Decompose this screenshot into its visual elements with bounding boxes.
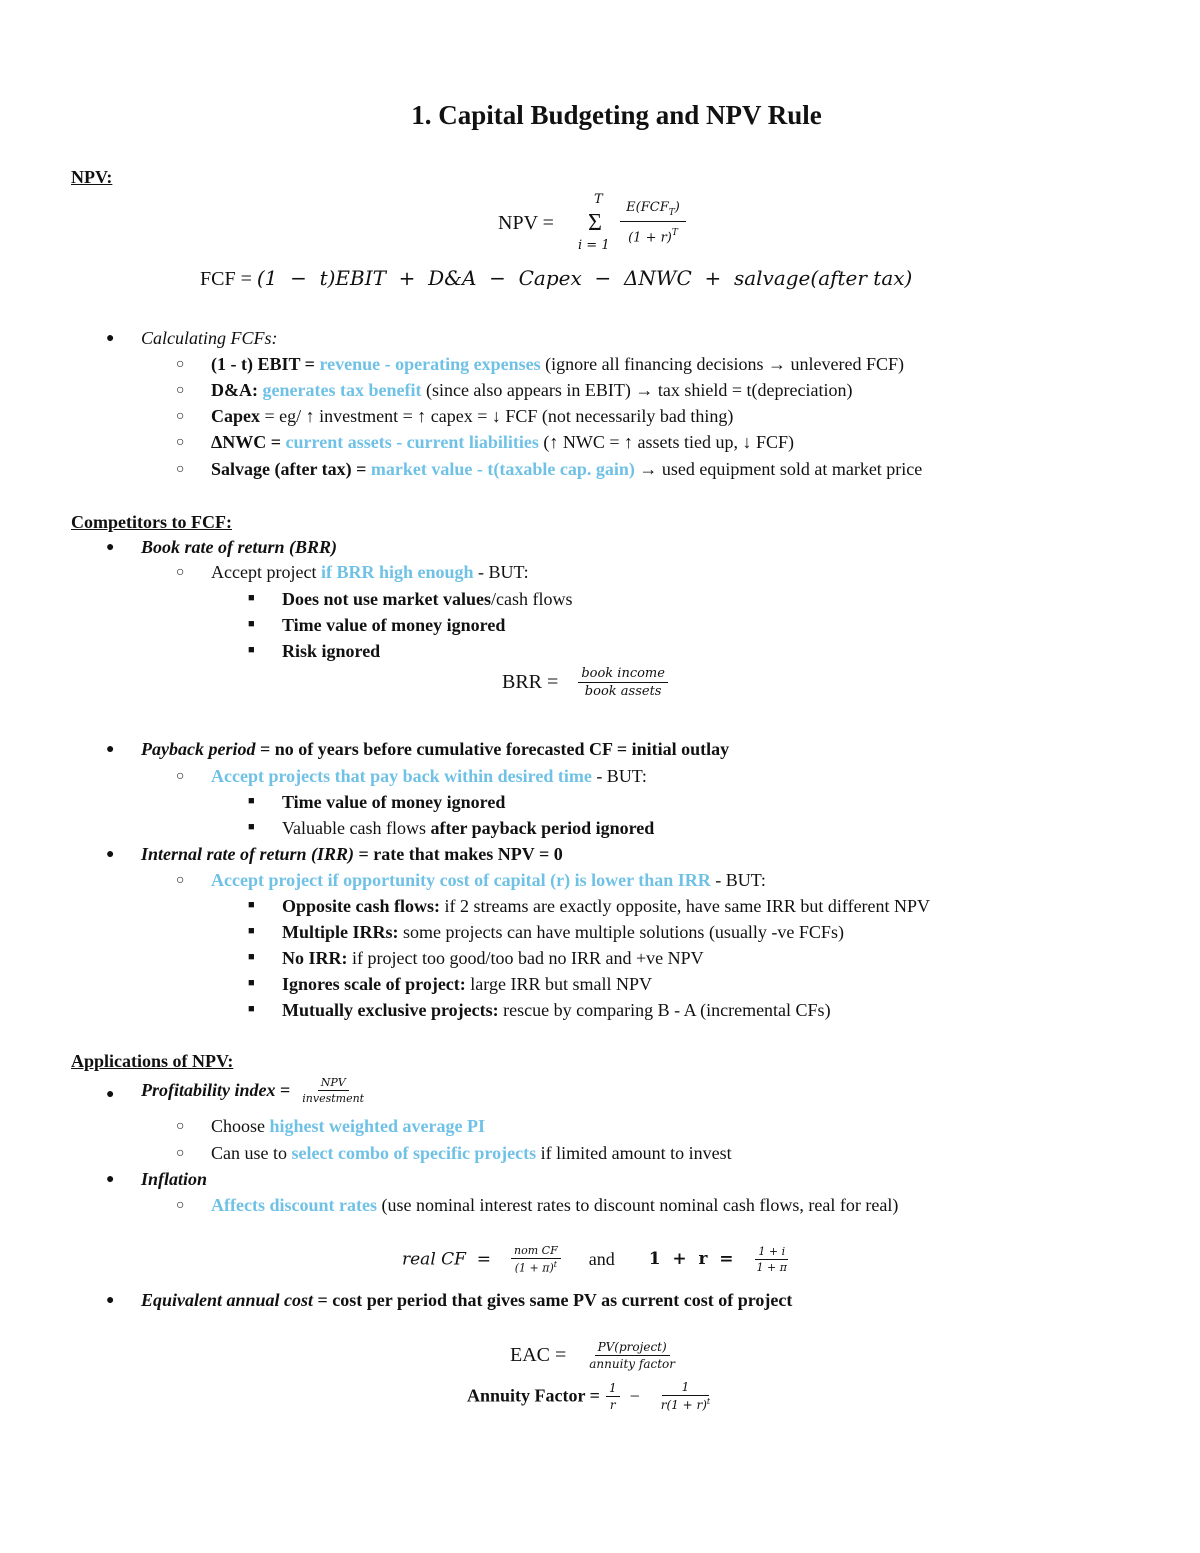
- bullet-icon: ●: [106, 540, 115, 555]
- circle-bullet-icon: ○: [176, 565, 185, 580]
- npv-denominator-text: (1 + r): [628, 230, 672, 246]
- and-text: and: [588, 1248, 615, 1269]
- fcf-formula-lhs: FCF =: [200, 268, 252, 290]
- af-term2-den: r(1 + r): [660, 1398, 707, 1412]
- inflation-sub-blue: Affects discount rates: [211, 1195, 377, 1215]
- payback-point-bold: after payback period ignored: [430, 818, 655, 838]
- irr-point: [282, 896, 930, 917]
- square-bullet-icon: ■: [248, 644, 255, 656]
- payback-label: Payback period: [141, 739, 256, 759]
- irr-rest: = rate that makes NPV = 0: [354, 844, 563, 864]
- af-minus: −: [629, 1385, 640, 1406]
- real-cf-den: (1 + π): [514, 1261, 554, 1275]
- brr-point-bold: Time value of money ignored: [282, 615, 506, 635]
- eac-label: Equivalent annual cost: [141, 1290, 314, 1310]
- bullet-icon: ●: [106, 1172, 115, 1187]
- pi-sub: [211, 1143, 732, 1164]
- circle-bullet-icon: ○: [176, 1146, 185, 1161]
- fcf-formula-rhs: (1 − t)EBIT + D&A − Capex − ΔNWC + salvage(after tax): [256, 266, 913, 290]
- npv-numerator: [620, 198, 686, 222]
- one-plus-r-lhs: 1 + r =: [648, 1249, 734, 1270]
- brr-fraction: [578, 666, 668, 699]
- calc-item: [211, 432, 794, 453]
- npv-numerator-sub: T: [668, 208, 675, 219]
- irr-point-bold: Ignores scale of project:: [282, 974, 466, 994]
- payback-point-prefix: Valuable cash flows: [282, 818, 431, 838]
- brr-point: [282, 641, 380, 662]
- irr-point: [282, 974, 652, 995]
- square-bullet-icon: ■: [248, 1003, 255, 1015]
- irr-point-bold: No IRR:: [282, 948, 348, 968]
- irr-point-rest: if 2 streams are exactly opposite, have same IRR but different NPV: [440, 896, 931, 916]
- inflation-sub-rest: (use nominal interest rates to discount nominal cash flows, real for real): [376, 1195, 899, 1215]
- brr-sub-blue: if BRR high enough: [320, 562, 474, 582]
- circle-bullet-icon: ○: [176, 435, 185, 450]
- circle-bullet-icon: ○: [176, 769, 185, 784]
- circle-bullet-icon: ○: [176, 1198, 185, 1213]
- irr-point-rest: if project too good/too bad no IRR and +ve NPV: [347, 948, 704, 968]
- square-bullet-icon: ■: [248, 592, 255, 604]
- eac-line: [141, 1290, 792, 1311]
- brr-point: [282, 615, 505, 636]
- circle-bullet-icon: ○: [176, 462, 185, 477]
- square-bullet-icon: ■: [248, 899, 255, 911]
- calc-fcf-label: Calculating FCFs:: [141, 328, 278, 348]
- fcf-formula: [200, 266, 912, 291]
- real-cf-lhs: real CF =: [402, 1249, 492, 1270]
- pi-sub-blue: highest weighted average PI: [269, 1116, 485, 1136]
- payback-line: [141, 739, 729, 760]
- calc-item-rest: → used equipment sold at market price: [634, 459, 923, 479]
- irr-point: [282, 1000, 831, 1021]
- eac-fraction-den: annuity factor: [589, 1357, 675, 1371]
- npv-heading: NPV:: [71, 167, 113, 187]
- brr-label: Book rate of return (BRR): [141, 537, 338, 557]
- circle-bullet-icon: ○: [176, 1119, 185, 1134]
- eac-formula-lhs: EAC =: [510, 1344, 567, 1366]
- circle-bullet-icon: ○: [176, 357, 185, 372]
- pi-fraction-num: NPV: [318, 1076, 349, 1091]
- brr-point: [282, 589, 572, 610]
- payback-point: [282, 792, 505, 813]
- inflation-formula: [402, 1244, 790, 1275]
- real-cf-num: nom CF: [511, 1244, 561, 1259]
- eac-fraction-num: PV(project): [595, 1340, 670, 1356]
- irr-label: Internal rate of return (IRR): [141, 844, 355, 864]
- square-bullet-icon: ■: [248, 821, 255, 833]
- pi-sub: [211, 1116, 485, 1137]
- calc-item-rest: (ignore all financing decisions → unlevered FCF): [540, 354, 905, 374]
- irr-point: [282, 922, 844, 943]
- npv-numerator-text: E(FCF: [626, 200, 669, 215]
- square-bullet-icon: ■: [248, 925, 255, 937]
- payback-sub-blue: Accept projects that pay back within desired time: [211, 766, 592, 786]
- brr-point-rest: /cash flows: [491, 589, 573, 609]
- one-plus-r-num: 1 + i: [755, 1245, 788, 1260]
- pi-line: [141, 1076, 367, 1105]
- inflation-label: Inflation: [141, 1169, 208, 1189]
- af-term2-sup: t: [706, 1397, 711, 1406]
- pi-sub-blue: select combo of specific projects: [291, 1143, 537, 1163]
- calc-item-label: D&A:: [211, 380, 263, 400]
- bullet-icon: ●: [106, 847, 115, 862]
- irr-sub: [211, 870, 766, 891]
- annuity-factor-lhs: Annuity Factor =: [467, 1385, 600, 1406]
- af-term1-den: r: [609, 1397, 616, 1412]
- calc-item: [211, 406, 733, 427]
- page-title: 1. Capital Budgeting and NPV Rule: [411, 100, 822, 130]
- af-term2-num: 1: [662, 1380, 710, 1396]
- calc-item: [211, 380, 852, 401]
- payback-sub: [211, 766, 647, 787]
- payback-point-bold: Time value of money ignored: [282, 792, 506, 812]
- square-bullet-icon: ■: [248, 795, 255, 807]
- calc-item-label: (1 - t) EBIT =: [211, 354, 320, 374]
- npv-denominator: [620, 228, 686, 246]
- inflation-sub: [211, 1195, 898, 1216]
- circle-bullet-icon: ○: [176, 409, 185, 424]
- square-bullet-icon: ■: [248, 951, 255, 963]
- competitors-heading: Competitors to FCF:: [71, 512, 232, 532]
- irr-sub-blue: Accept project if opportunity cost of capital (r) is lower than IRR: [211, 870, 711, 890]
- calc-item-rest: (↑ NWC = ↑ assets tied up, ↓ FCF): [538, 432, 794, 452]
- af-term1-num: 1: [606, 1381, 620, 1397]
- brr-formula-lhs: BRR =: [502, 671, 559, 693]
- calc-item-blue: market value - t(taxable cap. gain): [370, 459, 635, 479]
- npv-sum-top: T: [594, 192, 603, 207]
- pi-sub-rest: if limited amount to invest: [536, 1143, 732, 1163]
- brr-fraction-den: book assets: [584, 684, 662, 699]
- circle-bullet-icon: ○: [176, 383, 185, 398]
- square-bullet-icon: ■: [248, 977, 255, 989]
- npv-sum-sign: Σ: [588, 210, 602, 236]
- calc-item-rest: (since also appears in EBIT) → tax shield = t(depreciation): [421, 380, 853, 400]
- applications-heading: Applications of NPV:: [71, 1051, 234, 1071]
- payback-sub-rest: - BUT:: [591, 766, 647, 786]
- calc-item: [211, 459, 922, 480]
- pi-fraction: [299, 1076, 367, 1105]
- brr-sub: [211, 562, 529, 583]
- calc-item-label: Salvage (after tax) =: [211, 459, 371, 479]
- bullet-icon: ●: [106, 742, 115, 757]
- af-term1-fraction: [606, 1381, 620, 1412]
- eac-fraction: [586, 1340, 678, 1371]
- calc-item: [211, 354, 904, 375]
- brr-point-bold: Does not use market values: [282, 589, 491, 609]
- irr-point-bold: Mutually exclusive projects:: [282, 1000, 499, 1020]
- irr-sub-rest: - BUT:: [710, 870, 766, 890]
- brr-fraction-num: book income: [578, 666, 668, 683]
- irr-line: [141, 844, 563, 865]
- brr-formula: [502, 666, 668, 699]
- pi-sub-prefix: Choose: [211, 1116, 270, 1136]
- calc-item-rest: = eg/ ↑ investment = ↑ capex = ↓ FCF (not necessarily bad thing): [260, 406, 734, 426]
- af-term2-fraction: [658, 1380, 713, 1412]
- calc-item-label: ΔNWC =: [211, 432, 286, 452]
- bullet-icon: ●: [106, 1087, 115, 1102]
- brr-sub-rest: - BUT:: [473, 562, 529, 582]
- one-plus-r-den: 1 + π: [756, 1260, 787, 1274]
- pi-eq: =: [275, 1080, 295, 1100]
- brr-point-bold: Risk ignored: [282, 641, 381, 661]
- square-bullet-icon: ■: [248, 618, 255, 630]
- npv-sum-bottom: i = 1: [578, 238, 610, 253]
- pi-sub-prefix: Can use to: [211, 1143, 292, 1163]
- pi-label: Profitability index: [141, 1080, 276, 1100]
- irr-point: [282, 948, 704, 969]
- real-cf-den-sup: t: [553, 1260, 557, 1269]
- irr-point-rest: rescue by comparing B - A (incremental CFs): [498, 1000, 831, 1020]
- npv-denominator-sup: T: [671, 228, 678, 238]
- annuity-factor-formula: [467, 1380, 713, 1412]
- eac-rest: = cost per period that gives same PV as current cost of project: [313, 1290, 793, 1310]
- real-cf-fraction: [511, 1244, 561, 1275]
- circle-bullet-icon: ○: [176, 873, 185, 888]
- calc-item-blue: current assets - current liabilities: [285, 432, 539, 452]
- bullet-icon: ●: [106, 1293, 115, 1308]
- npv-numerator-close: ): [674, 200, 680, 215]
- pi-fraction-den: investment: [302, 1092, 365, 1105]
- brr-sub-prefix: Accept project: [211, 562, 321, 582]
- payback-point: [282, 818, 654, 839]
- one-plus-r-fraction: [754, 1245, 790, 1274]
- irr-point-rest: large IRR but small NPV: [465, 974, 652, 994]
- irr-point-bold: Opposite cash flows:: [282, 896, 441, 916]
- calc-item-label: Capex: [211, 406, 260, 426]
- eac-formula: [510, 1340, 678, 1371]
- irr-point-bold: Multiple IRRs:: [282, 922, 399, 942]
- bullet-icon: ●: [106, 331, 115, 346]
- payback-rest: = no of years before cumulative forecasted CF = initial outlay: [255, 739, 730, 759]
- calc-item-blue: revenue - operating expenses: [319, 354, 541, 374]
- irr-point-rest: some projects can have multiple solutions (usually -ve FCFs): [398, 922, 844, 942]
- npv-formula-lhs: NPV =: [498, 212, 554, 234]
- calc-item-blue: generates tax benefit: [262, 380, 422, 400]
